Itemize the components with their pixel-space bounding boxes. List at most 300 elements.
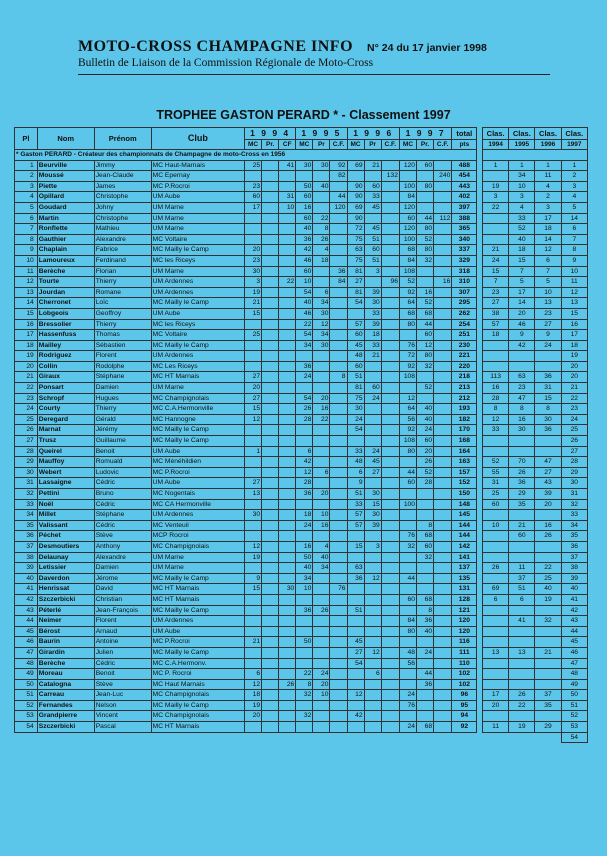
club-cell: MC P.Rocroi — [151, 637, 244, 648]
clas-cell: 23 — [483, 287, 509, 298]
points-cell — [381, 340, 399, 351]
firstname-cell: Cédric — [94, 658, 151, 669]
name-cell: Gauthier — [37, 234, 94, 245]
points-cell: 8 — [330, 372, 347, 383]
points-cell: 30 — [364, 298, 381, 309]
firstname-cell: Loïc — [94, 298, 151, 309]
points-cell: 54 — [296, 330, 313, 341]
rank-cell: 26 — [15, 425, 38, 436]
points-cell — [381, 181, 399, 192]
points-cell — [262, 457, 279, 468]
total-cell: 164 — [452, 446, 477, 457]
points-cell — [347, 171, 364, 182]
clas-cell: 38 — [483, 308, 509, 319]
points-cell — [262, 213, 279, 224]
name-cell: Ponsart — [37, 383, 94, 394]
table-row — [15, 255, 588, 266]
clas-cell: 42 — [509, 340, 535, 351]
points-cell: 12 — [313, 319, 330, 330]
clas-cell: 20 — [509, 308, 535, 319]
points-cell — [364, 658, 381, 669]
points-cell: 15 — [245, 584, 262, 595]
clas-cell: 23 — [509, 383, 535, 394]
clas-cell — [509, 679, 535, 690]
points-cell — [434, 563, 452, 574]
points-cell: 6 — [364, 669, 381, 680]
points-cell — [262, 361, 279, 372]
points-cell: 40 — [417, 626, 434, 637]
points-cell — [279, 552, 296, 563]
points-cell — [417, 372, 434, 383]
points-cell — [364, 605, 381, 616]
points-cell — [381, 308, 399, 319]
total-cell: 168 — [452, 436, 477, 447]
points-cell: 18 — [364, 330, 381, 341]
total-cell: 454 — [452, 171, 477, 182]
points-cell — [330, 605, 347, 616]
club-cell: MC Haut-Marnais — [151, 160, 244, 171]
points-cell — [279, 224, 296, 235]
points-cell — [279, 287, 296, 298]
points-cell: 82 — [330, 171, 347, 182]
points-cell — [262, 245, 279, 256]
points-cell — [313, 277, 330, 288]
points-cell: 51 — [347, 605, 364, 616]
points-cell — [262, 605, 279, 616]
points-cell: 16 — [313, 404, 330, 415]
points-cell: 60 — [364, 245, 381, 256]
firstname-cell: Jérémy — [94, 425, 151, 436]
clas-cell: 18 — [483, 330, 509, 341]
points-cell — [417, 171, 434, 182]
points-cell — [434, 531, 452, 542]
points-cell: 90 — [347, 181, 364, 192]
points-cell — [381, 351, 399, 362]
points-cell: 42 — [296, 457, 313, 468]
clas-year-1997: 1997 — [561, 140, 587, 150]
points-cell — [434, 425, 452, 436]
points-cell — [262, 393, 279, 404]
clas-cell: 17 — [561, 330, 587, 341]
name-cell: Lobgeois — [37, 308, 94, 319]
points-cell: 60 — [417, 330, 434, 341]
name-cell: Webert — [37, 467, 94, 478]
club-cell: MC Mailly le Camp — [151, 605, 244, 616]
firstname-cell: Mathieu — [94, 224, 151, 235]
clas-cell: 49 — [561, 679, 587, 690]
clas-cell: 22 — [535, 563, 561, 574]
club-cell: MC Mailly le Camp — [151, 340, 244, 351]
rank-cell: 30 — [15, 467, 38, 478]
points-cell — [330, 361, 347, 372]
points-cell — [245, 425, 262, 436]
clas-cell — [535, 436, 561, 447]
rank-cell: 6 — [15, 213, 38, 224]
table-row — [15, 489, 588, 500]
points-cell: 52 — [417, 298, 434, 309]
points-cell: 20 — [313, 489, 330, 500]
points-cell — [262, 489, 279, 500]
points-cell: 60 — [399, 594, 416, 605]
clas-cell: 20 — [535, 499, 561, 510]
points-cell: 40 — [313, 181, 330, 192]
rank-cell: 27 — [15, 436, 38, 447]
name-cell: Lassaigne — [37, 478, 94, 489]
clas-cell: 36 — [509, 478, 535, 489]
points-cell — [279, 404, 296, 415]
points-cell: 25 — [245, 160, 262, 171]
points-cell — [381, 245, 399, 256]
clas-cell: 29 — [561, 467, 587, 478]
name-cell: Mailley — [37, 340, 94, 351]
firstname-cell: Anthony — [94, 541, 151, 552]
points-cell: 18 — [296, 510, 313, 521]
points-cell: 12 — [347, 690, 364, 701]
points-cell — [313, 436, 330, 447]
points-cell: 10 — [279, 202, 296, 213]
clas-cell — [509, 669, 535, 680]
points-cell: 27 — [245, 478, 262, 489]
points-cell — [330, 330, 347, 341]
creator-note: * Gaston PERARD - Créateur des championnats de Champagne de moto-Cross en 1956 — [15, 150, 477, 161]
points-cell — [364, 404, 381, 415]
points-cell: 27 — [364, 467, 381, 478]
points-cell — [434, 446, 452, 457]
points-cell — [364, 563, 381, 574]
total-cell: 397 — [452, 202, 477, 213]
total-cell: 163 — [452, 457, 477, 468]
clas-cell: 41 — [561, 594, 587, 605]
firstname-cell: Arnaud — [94, 626, 151, 637]
points-cell: 81 — [347, 383, 364, 394]
clas-cell: 26 — [561, 436, 587, 447]
points-cell: 12 — [399, 393, 416, 404]
points-cell — [262, 160, 279, 171]
points-cell: 21 — [364, 160, 381, 171]
clas-cell: 20 — [561, 361, 587, 372]
points-cell: 51 — [364, 255, 381, 266]
points-cell: 6 — [313, 467, 330, 478]
clas-cell — [509, 436, 535, 447]
clas-cell: 36 — [535, 425, 561, 436]
points-cell — [262, 573, 279, 584]
rank-cell: 33 — [15, 499, 38, 510]
clas-cell — [483, 658, 509, 669]
points-cell — [279, 457, 296, 468]
club-cell: MC P. Rocroi — [151, 669, 244, 680]
rank-cell: 1 — [15, 160, 38, 171]
points-cell — [245, 436, 262, 447]
points-cell — [434, 647, 452, 658]
points-cell — [434, 308, 452, 319]
points-cell — [330, 722, 347, 733]
clas-cell — [483, 436, 509, 447]
points-cell — [330, 383, 347, 394]
points-cell — [245, 626, 262, 637]
table-row — [15, 499, 588, 510]
firstname-cell: Christophe — [94, 192, 151, 203]
points-cell — [279, 637, 296, 648]
points-cell: 60 — [417, 541, 434, 552]
table-row — [15, 510, 588, 521]
points-cell: 80 — [417, 245, 434, 256]
points-cell — [434, 510, 452, 521]
club-cell: MC Champignolais — [151, 711, 244, 722]
points-cell — [330, 467, 347, 478]
points-cell: 112 — [434, 213, 452, 224]
clas-cell: 3 — [483, 192, 509, 203]
clas-cell — [509, 711, 535, 722]
clas-cell: 31 — [561, 489, 587, 500]
points-cell: 80 — [399, 626, 416, 637]
points-cell — [313, 584, 330, 595]
points-cell — [434, 224, 452, 235]
points-cell: 57 — [347, 319, 364, 330]
points-cell — [262, 722, 279, 733]
points-cell — [434, 202, 452, 213]
points-cell: 46 — [296, 308, 313, 319]
name-cell: Bérost — [37, 626, 94, 637]
points-cell — [245, 499, 262, 510]
sub-cf-96: C.F. — [381, 140, 399, 150]
points-cell — [330, 414, 347, 425]
points-cell: 80 — [399, 446, 416, 457]
points-cell — [417, 393, 434, 404]
points-cell: 12 — [245, 541, 262, 552]
table-row — [15, 457, 588, 468]
points-cell — [381, 700, 399, 711]
clas-cell: 22 — [561, 393, 587, 404]
table-row — [15, 626, 588, 637]
rank-cell: 35 — [15, 520, 38, 531]
firstname-cell: David — [94, 584, 151, 595]
name-cell: Desmoutiers — [37, 541, 94, 552]
points-cell — [279, 594, 296, 605]
clas-cell — [509, 446, 535, 457]
clas-cell: 41 — [509, 616, 535, 627]
points-cell — [279, 467, 296, 478]
points-cell — [381, 414, 399, 425]
points-cell — [434, 414, 452, 425]
rank-cell: 39 — [15, 563, 38, 574]
rank-cell: 42 — [15, 594, 38, 605]
clas-cell — [483, 552, 509, 563]
points-cell: 68 — [399, 308, 416, 319]
points-cell: 17 — [245, 202, 262, 213]
clas-cell: 17 — [509, 287, 535, 298]
clas-cell: 10 — [535, 287, 561, 298]
points-cell: 40 — [296, 563, 313, 574]
sub-cf-95: C.F. — [330, 140, 347, 150]
firstname-cell: Damien — [94, 383, 151, 394]
points-cell — [245, 520, 262, 531]
points-cell — [381, 669, 399, 680]
name-cell: Daverdon — [37, 573, 94, 584]
points-cell: 56 — [399, 414, 416, 425]
points-cell: 57 — [347, 510, 364, 521]
total-cell: 102 — [452, 679, 477, 690]
name-cell: Trusz — [37, 436, 94, 447]
name-cell: Martin — [37, 213, 94, 224]
points-cell: 28 — [417, 478, 434, 489]
points-cell: 22 — [313, 414, 330, 425]
points-cell — [330, 679, 347, 690]
table-row — [15, 213, 588, 224]
total-cell: 94 — [452, 711, 477, 722]
points-cell: 18 — [313, 255, 330, 266]
club-cell: MC Champignolais — [151, 690, 244, 701]
clas-cell — [509, 658, 535, 669]
club-cell: MC Venteuil — [151, 520, 244, 531]
points-cell — [330, 499, 347, 510]
points-cell — [245, 722, 262, 733]
table-row — [15, 647, 588, 658]
total-cell: 318 — [452, 266, 477, 277]
total-cell: 135 — [452, 573, 477, 584]
col-clas-1997: Clas. — [561, 128, 587, 140]
points-cell — [279, 340, 296, 351]
clas-cell — [509, 552, 535, 563]
points-cell: 9 — [347, 478, 364, 489]
club-cell: MC HT Marnais — [151, 584, 244, 595]
points-cell: 28 — [296, 478, 313, 489]
points-cell — [313, 499, 330, 510]
total-cell: 193 — [452, 404, 477, 415]
points-cell: 81 — [347, 266, 364, 277]
points-cell — [381, 202, 399, 213]
clas-cell: 51 — [509, 584, 535, 595]
table-row — [15, 658, 588, 669]
total-cell: 137 — [452, 563, 477, 574]
table-row — [15, 266, 588, 277]
points-cell — [347, 531, 364, 542]
rank-cell: 41 — [15, 584, 38, 595]
clas-cell: 2 — [535, 192, 561, 203]
firstname-cell: Christophe — [94, 213, 151, 224]
points-cell — [313, 711, 330, 722]
points-cell — [262, 711, 279, 722]
total-cell: 230 — [452, 340, 477, 351]
points-cell — [364, 277, 381, 288]
clas-cell: 21 — [483, 245, 509, 256]
table-row — [15, 404, 588, 415]
standings-table — [14, 127, 588, 743]
points-cell: 81 — [347, 287, 364, 298]
clas-cell: 55 — [483, 467, 509, 478]
rank-cell: 9 — [15, 245, 38, 256]
points-cell: 44 — [399, 573, 416, 584]
col-year-1996: 1 9 9 6 — [347, 128, 399, 140]
clas-cell: 33 — [509, 213, 535, 224]
clas-cell: 3 — [509, 192, 535, 203]
points-cell — [330, 308, 347, 319]
points-cell — [364, 171, 381, 182]
points-cell — [330, 594, 347, 605]
club-cell: MC Champignolais — [151, 541, 244, 552]
points-cell: 16 — [434, 277, 452, 288]
points-cell: 21 — [245, 298, 262, 309]
points-cell — [364, 679, 381, 690]
points-cell — [279, 393, 296, 404]
points-cell — [399, 679, 416, 690]
points-cell: 20 — [313, 393, 330, 404]
sub-pr-94: Pr. — [262, 140, 279, 150]
club-cell: MC Champignolais — [151, 393, 244, 404]
points-cell: 24 — [364, 393, 381, 404]
points-cell — [434, 372, 452, 383]
points-cell — [381, 266, 399, 277]
points-cell — [313, 202, 330, 213]
points-cell: 80 — [399, 319, 416, 330]
points-cell — [279, 722, 296, 733]
points-cell: 33 — [364, 192, 381, 203]
clas-cell — [483, 234, 509, 245]
clas-year-1996: 1996 — [535, 140, 561, 150]
points-cell — [330, 489, 347, 500]
firstname-cell: Hugues — [94, 393, 151, 404]
points-cell — [330, 711, 347, 722]
rank-cell: 17 — [15, 330, 38, 341]
clas-cell: 24 — [535, 340, 561, 351]
clas-cell: 52 — [561, 711, 587, 722]
points-cell: 30 — [364, 510, 381, 521]
points-cell: 10 — [313, 690, 330, 701]
points-cell — [245, 467, 262, 478]
points-cell: 90 — [347, 192, 364, 203]
points-cell — [381, 298, 399, 309]
points-cell — [313, 478, 330, 489]
points-cell: 30 — [279, 584, 296, 595]
points-cell: 16 — [296, 202, 313, 213]
clas-cell: 33 — [483, 425, 509, 436]
col-clas-1995: Clas. — [509, 128, 535, 140]
points-cell: 27 — [245, 372, 262, 383]
points-cell — [330, 690, 347, 701]
firstname-cell: Christian — [94, 594, 151, 605]
firstname-cell: Antoine — [94, 637, 151, 648]
clas-cell: 31 — [535, 383, 561, 394]
points-cell: 64 — [399, 298, 416, 309]
points-cell: 24 — [417, 647, 434, 658]
clas-cell: 51 — [561, 700, 587, 711]
points-cell: 18 — [245, 690, 262, 701]
points-cell — [381, 489, 399, 500]
table-row — [15, 605, 588, 616]
points-cell: 33 — [347, 499, 364, 510]
total-cell: 110 — [452, 658, 477, 669]
points-cell — [279, 573, 296, 584]
clas-cell — [483, 669, 509, 680]
clas-cell: 39 — [561, 573, 587, 584]
points-cell: 27 — [347, 647, 364, 658]
points-cell: 22 — [296, 319, 313, 330]
points-cell — [399, 457, 416, 468]
rank-cell: 11 — [15, 266, 38, 277]
points-cell: 68 — [399, 245, 416, 256]
points-cell — [381, 213, 399, 224]
points-cell: 100 — [399, 499, 416, 510]
points-cell — [381, 224, 399, 235]
name-cell: Lamoureux — [37, 255, 94, 266]
points-cell: 10 — [296, 277, 313, 288]
rank-cell: 31 — [15, 478, 38, 489]
name-cell: Mauffoy — [37, 457, 94, 468]
points-cell: 50 — [296, 552, 313, 563]
points-cell: 26 — [296, 404, 313, 415]
club-cell: MC Haut Marnais — [151, 679, 244, 690]
total-cell: 329 — [452, 255, 477, 266]
points-cell — [330, 404, 347, 415]
